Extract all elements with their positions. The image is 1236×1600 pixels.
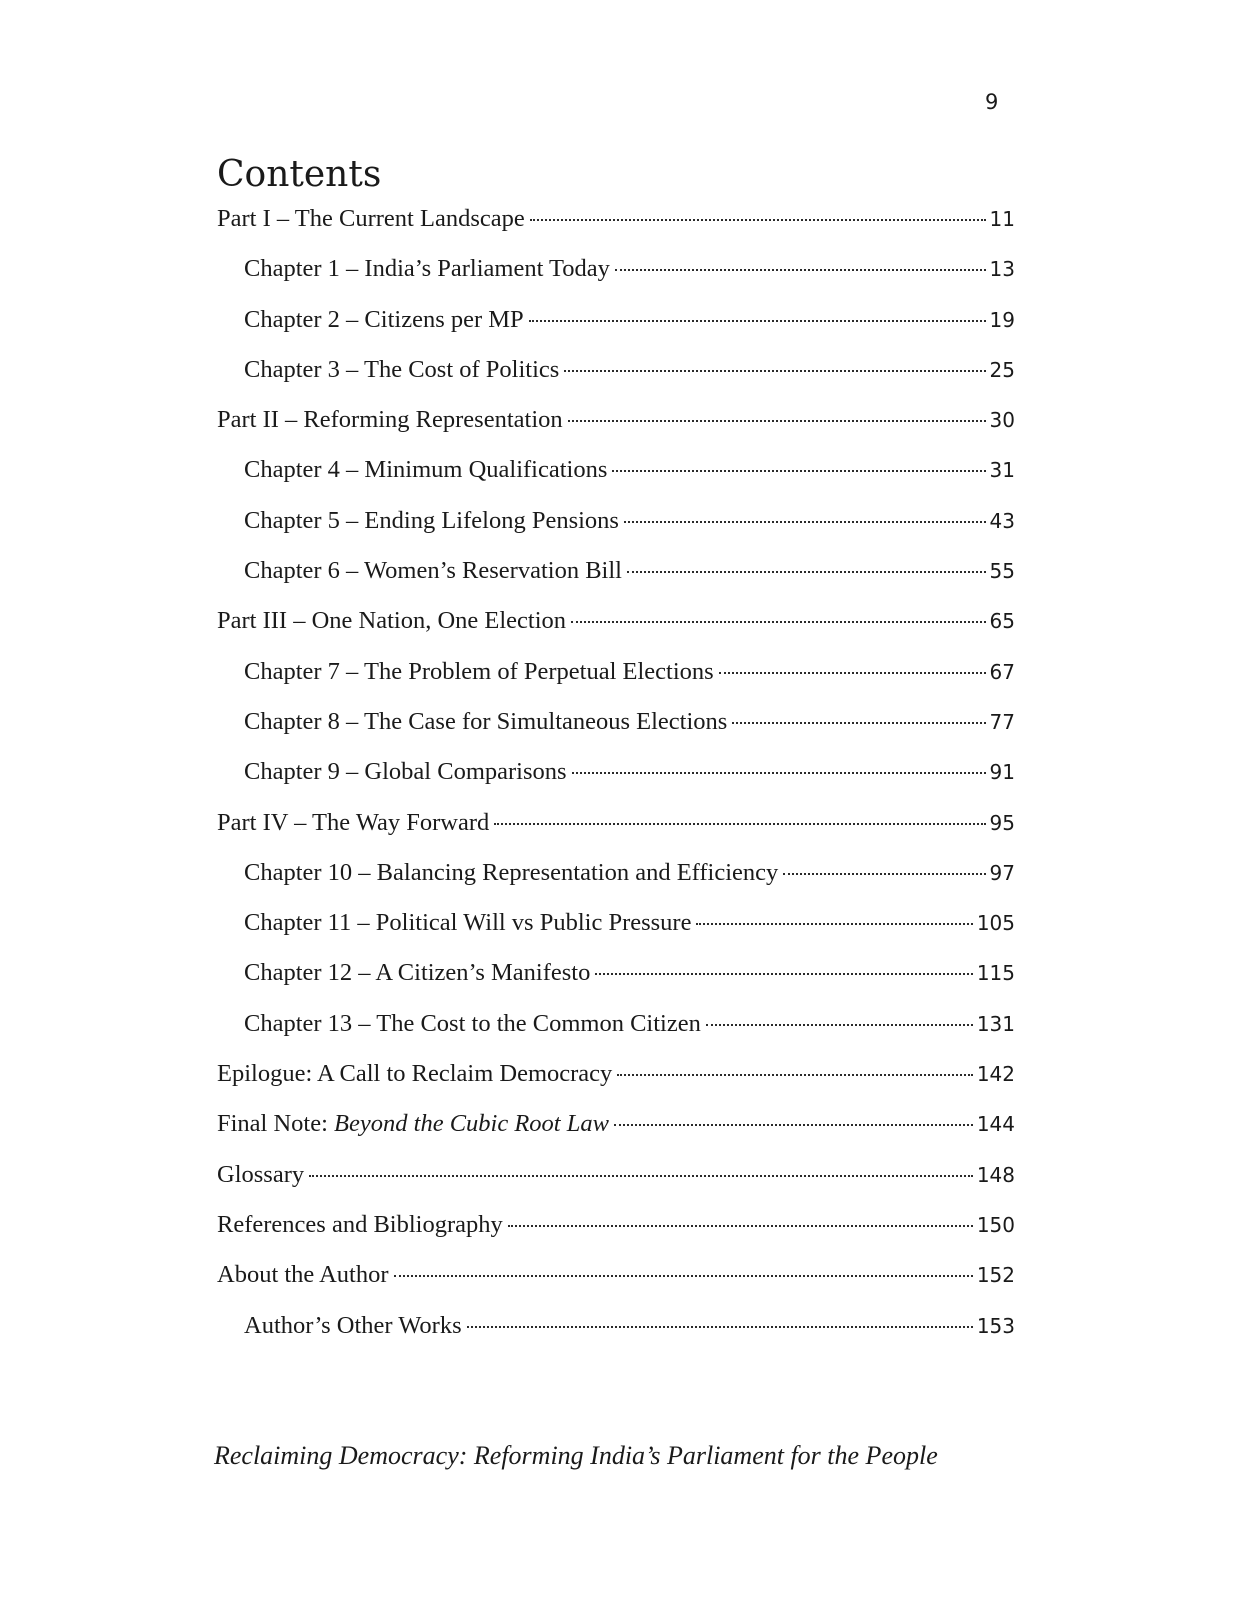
toc-entry-title-text: Chapter 7 – The Problem of Perpetual Elections — [244, 657, 714, 685]
toc-entry-page-number: 77 — [989, 709, 1015, 734]
toc-entry-title — [217, 400, 563, 440]
toc-entry[interactable] — [217, 803, 1015, 853]
dot-leader — [696, 923, 972, 925]
toc-entry-title — [244, 702, 727, 742]
dot-leader — [595, 973, 972, 975]
running-footer-book-title: Reclaiming Democracy: Reforming India’s Parliament for the People — [214, 1441, 938, 1470]
dot-leader — [615, 269, 986, 271]
dot-leader — [617, 1074, 973, 1076]
toc-entry-title — [244, 1004, 701, 1044]
toc-entry-title-text: Chapter 10 – Balancing Representation and Efficiency — [244, 858, 779, 886]
toc-entry[interactable] — [217, 350, 1015, 400]
toc-entry[interactable] — [217, 400, 1015, 450]
dot-leader — [612, 470, 985, 472]
toc-entry-page-number: 97 — [989, 860, 1015, 885]
toc-entry[interactable] — [217, 1205, 1015, 1255]
toc-entry-title-text: Part I – The Current Landscape — [217, 205, 525, 232]
toc-entry-title-text: Part III – One Nation, One Election — [217, 607, 567, 635]
toc-entry-title-text: Epilogue: A Call to Reclaim Democracy — [217, 1060, 613, 1088]
toc-entry-title — [217, 1205, 503, 1245]
toc-entry-title — [217, 601, 566, 641]
toc-entry-title-text: Chapter 1 – India’s Parliament Today — [244, 255, 610, 283]
toc-entry[interactable] — [217, 903, 1015, 953]
toc-entry-page-number: 25 — [989, 357, 1015, 382]
toc-entry-page-number: 11 — [989, 207, 1015, 231]
dot-leader — [719, 672, 986, 674]
table-of-contents — [217, 199, 1015, 1356]
dot-leader — [467, 1326, 973, 1328]
page-number: 9 — [985, 90, 999, 114]
toc-entry[interactable] — [217, 752, 1015, 802]
toc-entry-page-number: 30 — [989, 408, 1015, 433]
toc-entry-page-number: 115 — [976, 961, 1015, 986]
toc-entry-title — [244, 903, 691, 943]
toc-entry-page-number: 152 — [976, 1263, 1015, 1288]
toc-entry[interactable] — [217, 1255, 1015, 1305]
toc-entry[interactable] — [217, 601, 1015, 651]
toc-entry-title — [244, 551, 622, 591]
toc-entry-page-number: 131 — [976, 1011, 1015, 1036]
toc-entry[interactable] — [217, 249, 1015, 299]
toc-entry-page-number: 142 — [976, 1062, 1015, 1087]
toc-entry-title-italic: Beyond the Cubic Root Law — [334, 1110, 609, 1138]
toc-entry-title-text: Chapter 8 – The Case for Simultaneous Elections — [244, 707, 728, 735]
toc-entry-page-number: 43 — [989, 508, 1015, 533]
toc-entry-title — [244, 1306, 462, 1346]
toc-entry-title — [217, 1104, 609, 1144]
toc-entry-title-text: Glossary — [217, 1160, 305, 1188]
toc-entry-title — [217, 803, 489, 843]
toc-entry-title — [244, 249, 610, 289]
toc-entry-page-number: 105 — [976, 911, 1015, 936]
dot-leader — [732, 722, 985, 724]
dot-leader — [508, 1225, 973, 1227]
dot-leader — [394, 1275, 973, 1277]
toc-entry-title-text: Author’s Other Works — [244, 1311, 462, 1339]
toc-entry[interactable] — [217, 1104, 1015, 1154]
toc-entry-title — [244, 501, 619, 541]
toc-entry-title-text: About the Author — [217, 1261, 389, 1289]
toc-entry-title — [244, 853, 778, 893]
toc-entry-title — [244, 450, 607, 490]
dot-leader — [624, 521, 986, 523]
toc-entry-title — [217, 199, 525, 239]
toc-entry-title-text: Chapter 13 – The Cost to the Common Citizen — [244, 1009, 701, 1037]
toc-entry-title — [244, 953, 590, 993]
toc-entry[interactable] — [217, 1306, 1015, 1356]
toc-entry-title-text: Part IV – The Way Forward — [217, 808, 490, 836]
toc-entry-title-text: Chapter 5 – Ending Lifelong Pensions — [244, 506, 619, 534]
toc-entry-title-text: Chapter 11 – Political Will vs Public Pressure — [244, 909, 692, 937]
dot-leader — [783, 873, 985, 875]
toc-entry[interactable] — [217, 501, 1015, 551]
contents-heading: Contents — [217, 154, 382, 195]
dot-leader — [564, 370, 985, 372]
toc-entry-title-text: Final Note: — [217, 1110, 335, 1138]
toc-entry-page-number: 65 — [989, 609, 1015, 634]
toc-entry-title — [244, 300, 524, 340]
toc-entry-title-text: Chapter 2 – Citizens per MP — [244, 305, 524, 333]
toc-entry-page-number: 55 — [989, 559, 1015, 584]
dot-leader — [572, 772, 986, 774]
toc-entry[interactable] — [217, 199, 1015, 249]
dot-leader — [309, 1175, 973, 1177]
toc-entry[interactable] — [217, 1155, 1015, 1205]
toc-entry-title-text: References and Bibliography — [217, 1210, 503, 1238]
toc-entry-title-text: Chapter 4 – Minimum Qualifications — [244, 456, 608, 484]
toc-entry-page-number: 19 — [989, 307, 1015, 332]
toc-entry-page-number: 31 — [989, 458, 1015, 483]
toc-entry[interactable] — [217, 551, 1015, 601]
toc-entry-title — [244, 752, 567, 792]
toc-entry-page-number: 144 — [976, 1112, 1015, 1137]
dot-leader — [706, 1024, 973, 1026]
toc-entry[interactable] — [217, 300, 1015, 350]
toc-entry-title-text: Part II – Reforming Representation — [217, 406, 563, 434]
toc-entry-page-number: 148 — [976, 1162, 1015, 1187]
dot-leader — [627, 571, 986, 573]
toc-entry-title — [217, 1255, 389, 1295]
toc-entry-page-number: 150 — [976, 1212, 1015, 1237]
toc-entry[interactable] — [217, 853, 1015, 903]
toc-entry-title — [217, 1155, 304, 1195]
toc-entry-title — [217, 1054, 612, 1094]
toc-entry[interactable] — [217, 1054, 1015, 1104]
toc-entry-page-number: 91 — [989, 760, 1015, 785]
dot-leader — [530, 219, 986, 221]
dot-leader — [568, 420, 986, 422]
toc-entry[interactable] — [217, 953, 1015, 1003]
toc-entry-title-text: Chapter 3 – The Cost of Politics — [244, 355, 560, 383]
toc-entry[interactable] — [217, 652, 1015, 702]
toc-entry-title-text: Chapter 12 – A Citizen’s Manifesto — [244, 959, 591, 987]
dot-leader — [614, 1124, 973, 1126]
toc-entry-title-text: Chapter 6 – Women’s Reservation Bill — [244, 557, 622, 585]
toc-entry-page-number: 67 — [989, 659, 1015, 684]
toc-entry[interactable] — [217, 702, 1015, 752]
dot-leader — [494, 823, 985, 825]
toc-entry[interactable] — [217, 1004, 1015, 1054]
toc-entry-title-text: Chapter 9 – Global Comparisons — [244, 758, 567, 786]
toc-entry-page-number: 153 — [976, 1313, 1015, 1338]
toc-entry-page-number: 95 — [989, 810, 1015, 835]
toc-entry-title — [244, 350, 559, 390]
toc-entry-title — [244, 652, 714, 692]
dot-leader — [571, 621, 986, 623]
dot-leader — [529, 320, 986, 322]
toc-entry[interactable] — [217, 450, 1015, 500]
toc-entry-page-number: 13 — [989, 257, 1015, 282]
